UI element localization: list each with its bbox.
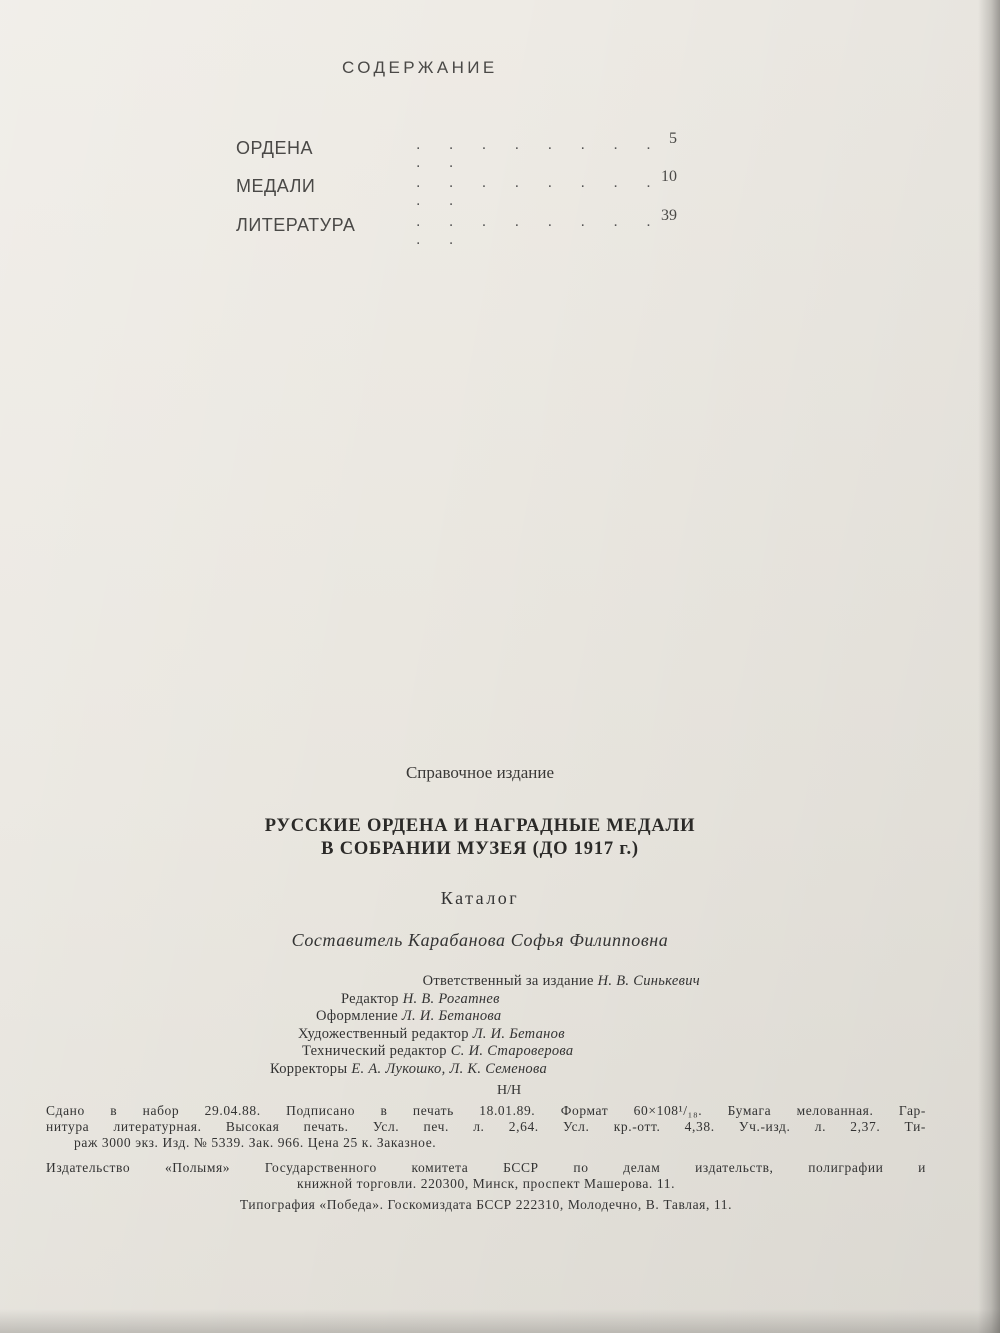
- toc-item-label: ОРДЕНА: [236, 138, 314, 158]
- imprint-line: раж 3000 экз. Изд. № 5339. Зак. 966. Цена 25 к. Заказное.: [74, 1135, 437, 1150]
- toc-item-medals: [236, 168, 681, 209]
- credit-name: Н. В. Рогатнев: [402, 990, 500, 1007]
- toc-item-page: 39: [661, 207, 677, 224]
- credit-name: С. И. Староверова: [450, 1043, 574, 1059]
- toc-item-orders: [236, 130, 681, 171]
- credit-role: Ответственный за издание: [422, 973, 594, 989]
- catalog-label: Каталог: [440, 888, 520, 908]
- credit-line: [270, 1043, 700, 1061]
- credit-name: Л. И. Бетанов: [472, 1025, 565, 1042]
- credit-line: [270, 991, 700, 1009]
- credit-role: Технический редактор: [302, 1043, 447, 1059]
- toc-leader-dots: . . . . . . . . . .: [416, 136, 663, 171]
- credits-list: [270, 973, 700, 1078]
- compiler: Составитель Карабанова Софья Филипповна: [291, 930, 669, 950]
- toc-item-page: 5: [669, 130, 677, 147]
- imprint-line: Сдано в набор 29.04.88. Подписано в печать 18.01.89. Формат 60×108¹/₁₈. Бумага мелованная. Гар-: [46, 1103, 926, 1118]
- book-title: [0, 815, 960, 861]
- publisher-line: книжной торговли. 220300, Минск, проспект Машерова. 11.: [296, 1176, 676, 1191]
- printer-info: Типография «Победа». Госкомиздата БССР 222310, Молодечно, В. Тавлая, 11.: [239, 1197, 733, 1212]
- credit-role: Корректоры: [270, 1060, 348, 1077]
- toc-heading: СОДЕРЖАНИЕ: [342, 58, 498, 77]
- imprint-line: нитура литературная. Высокая печать. Усл. печ. л. 2,64. Усл. кр.-отт. 4,38. Уч.-изд. л. 2,37. Ти-: [46, 1119, 926, 1134]
- credit-name: Л. И. Бетанова: [401, 1008, 502, 1024]
- book-title-line-2: В СОБРАНИИ МУЗЕЯ (ДО 1917 г.): [321, 839, 639, 859]
- page-bottom-shadow: [0, 1309, 1000, 1333]
- book-title-line-1: РУССКИЕ ОРДЕНА И НАГРАДНЫЕ МЕДАЛИ: [264, 816, 696, 836]
- credit-name: Е. А. Лукошко, Л. К. Семенова: [351, 1060, 548, 1077]
- toc-item-literature: [236, 207, 681, 248]
- toc-leader-dots: . . . . . . . . . .: [416, 174, 663, 209]
- credit-line: [270, 973, 700, 991]
- credit-line: [270, 1008, 700, 1026]
- toc-item-page: 10: [661, 168, 677, 185]
- credit-role: Оформление: [316, 1008, 398, 1024]
- publisher-info: [46, 1160, 926, 1192]
- toc-item-label: ЛИТЕРАТУРА: [236, 215, 356, 235]
- credit-line: [270, 1026, 700, 1044]
- nh-mark: Н/Н: [497, 1083, 522, 1098]
- credit-line: [270, 1061, 700, 1079]
- credit-role: Редактор: [341, 990, 399, 1007]
- credit-name: Н. В. Синькевич: [597, 973, 700, 989]
- toc-leader-dots: . . . . . . . . . .: [416, 213, 663, 248]
- page-edge-shadow: [978, 0, 1000, 1333]
- toc-item-label: МЕДАЛИ: [236, 176, 316, 196]
- publisher-line: Издательство «Полымя» Государственного комитета БССР по делам издательств, полиграфии и: [46, 1160, 926, 1175]
- credit-role: Художественный редактор: [298, 1025, 469, 1042]
- imprint-details: [46, 1103, 926, 1151]
- edition-type: Справочное издание: [405, 763, 555, 782]
